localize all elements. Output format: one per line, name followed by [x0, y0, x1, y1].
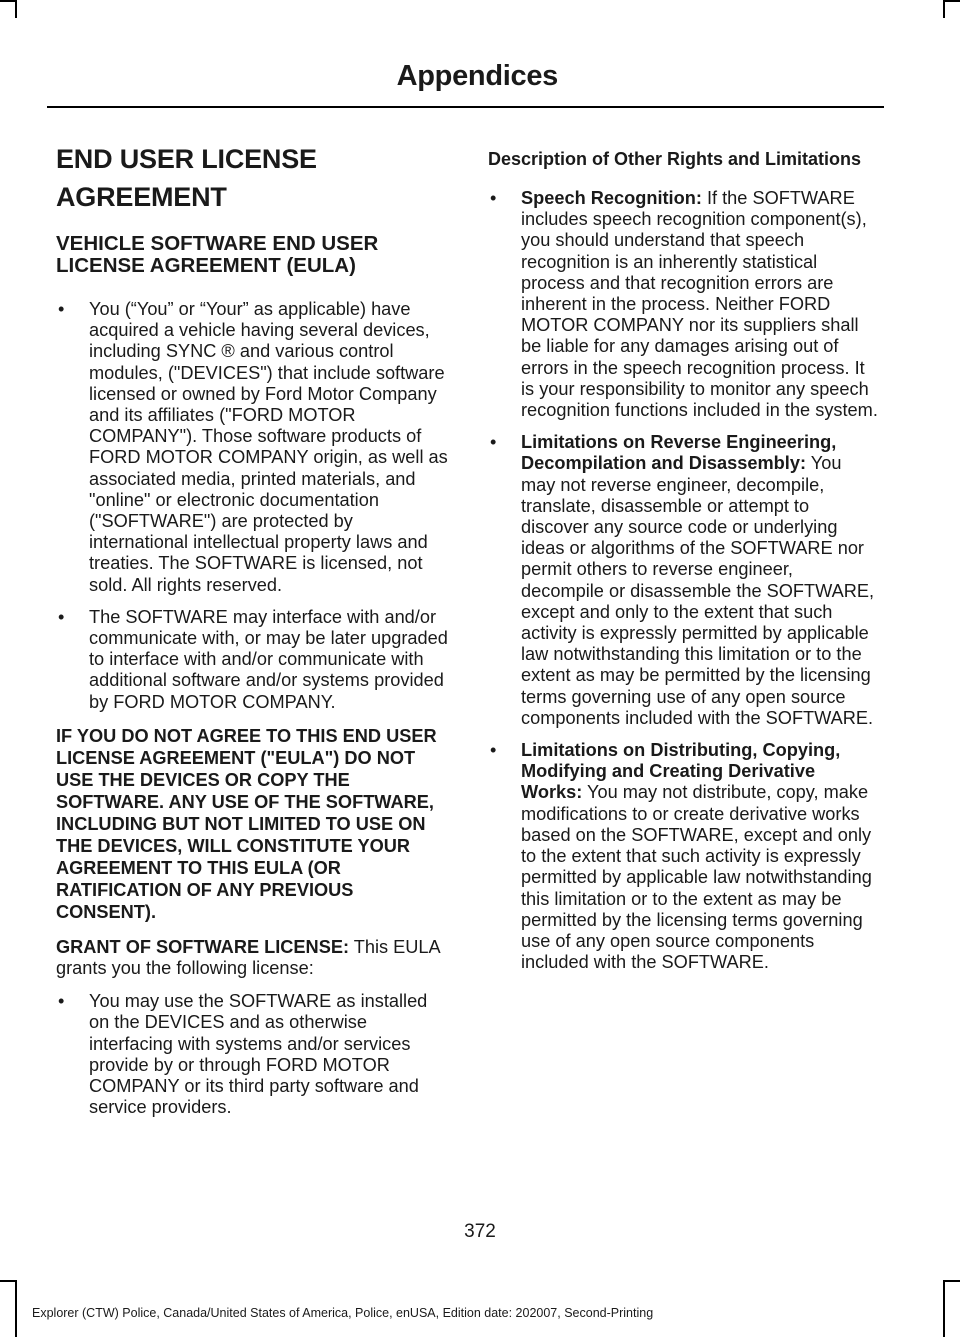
intro-bullet-list: [56, 299, 448, 713]
list-item: [488, 740, 880, 973]
rights-bullet-list: [488, 188, 880, 973]
header-divider: [47, 106, 884, 108]
eula-subtitle: VEHICLE SOFTWARE END USER LICENSE AGREEMENT (EULA): [56, 232, 379, 277]
list-item: [56, 299, 448, 596]
page-title-line-2: AGREEMENT: [56, 182, 227, 212]
crop-mark: [943, 0, 945, 18]
list-item: [56, 607, 448, 713]
list-item-text: You may use the SOFTWARE as installed on the DEVICES and as otherwise interfacing with systems and/or services provide by or through FORD MOTOR COMPANY or its third party software and service providers.: [89, 991, 428, 1118]
list-item-text: If the SOFTWARE includes speech recognition component(s), you should understand that speech recognition is an inherently statistical process and that recognition errors are inherent in the process. Neither FORD MOTOR COMPANY nor its suppliers shall be liable for any damages arising out of errors in the speech recognition process. It is your responsibility to monitor any speech recognition functions included in the system.: [521, 188, 878, 421]
footer-edition-info: Explorer (CTW) Police, Canada/United States of America, Police, enUSA, Edition date: 202007, Second-Printing: [32, 1306, 654, 1320]
bullet-icon: •: [58, 299, 65, 319]
list-item-text: You may not reverse engineer, decompile, translate, disassemble or attempt to discover any source code or underlying ideas or algorithms of the SOFTWARE nor permit others to reverse engineer, decompile or disassemble the SOFTWARE, except and only to the extent that such activity is expressly permitted by applicable law notwithstanding this limitation or to the extent as may be permitted by the licensing terms governing use of any open source components included with the SOFTWARE.: [521, 453, 875, 728]
page-title-line-1: END USER LICENSE: [56, 144, 317, 174]
list-item: [488, 432, 880, 729]
bullet-icon: •: [58, 606, 65, 627]
right-column: [488, 142, 880, 985]
bullet-icon: •: [58, 991, 65, 1012]
list-item: [56, 991, 448, 1118]
page-title: [56, 142, 448, 214]
list-item-text: The SOFTWARE may interface with and/or communicate with, or may be later upgraded to interface with and/or communicate with additional software and/or systems provided by FORD MOTOR COMPANY.: [89, 606, 448, 712]
page-number: 372: [464, 1221, 496, 1242]
list-item-label: Limitations on Reverse Engineering, Decompilation and Disassembly:: [521, 432, 837, 474]
list-item-label: Speech Recognition:: [521, 188, 702, 208]
bullet-icon: •: [490, 432, 497, 453]
bullet-icon: •: [490, 188, 497, 208]
grant-bullet-list: [56, 991, 448, 1118]
list-item-text: You (“You” or “Your” as applicable) have acquired a vehicle having several devices, including SYNC ® and various control modules, ("DEVICES") that include software licensed or owned by Ford Motor Company and its affiliates ("FORD MOTOR COMPANY"). Those software products of FORD MOTOR COMPANY origin, as well as associated media, printed materials, and "online" or electronic documentation ("SOFTWARE") are protected by international intellectual property laws and treaties. The SOFTWARE is licensed, not sold. All rights reserved.: [89, 299, 448, 595]
crop-mark: [943, 0, 960, 2]
agreement-notice: IF YOU DO NOT AGREE TO THIS END USER LICENSE AGREEMENT ("EULA") DO NOT USE THE DEVICES OR COPY THE SOFTWARE. ANY USE OF THE SOFTWARE, INCLUDING BUT NOT LIMITED TO USE ON THE DEVICES, WILL CONSTITUTE YOUR AGREEMENT TO THIS EULA (OR RATIFICATION OF ANY PREVIOUS CONSENT).: [56, 725, 437, 922]
bullet-icon: •: [490, 740, 497, 761]
crop-mark: [15, 0, 17, 18]
list-item-text: You may not distribute, copy, make modifications to or create derivative works based on the SOFTWARE, except and only to the extent that such activity is expressly permitted by applicable law notwithstanding this limitation or to the extent as may be permitted by the licensing terms governing use of any open source components included with the SOFTWARE.: [521, 782, 872, 973]
crop-mark: [15, 1280, 17, 1337]
grant-text: This EULA grants you the following license:: [56, 936, 440, 979]
crop-mark: [943, 1280, 960, 1282]
grant-paragraph: [56, 937, 448, 979]
rights-heading: Description of Other Rights and Limitations: [488, 149, 862, 169]
left-column: [56, 142, 448, 1130]
list-item: [488, 188, 880, 421]
list-item-label: Limitations on Distributing, Copying, Modifying and Creating Derivative Works:: [521, 740, 841, 803]
grant-label: GRANT OF SOFTWARE LICENSE:: [56, 936, 350, 957]
crop-mark: [943, 1280, 945, 1337]
section-title: Appendices: [396, 60, 558, 92]
